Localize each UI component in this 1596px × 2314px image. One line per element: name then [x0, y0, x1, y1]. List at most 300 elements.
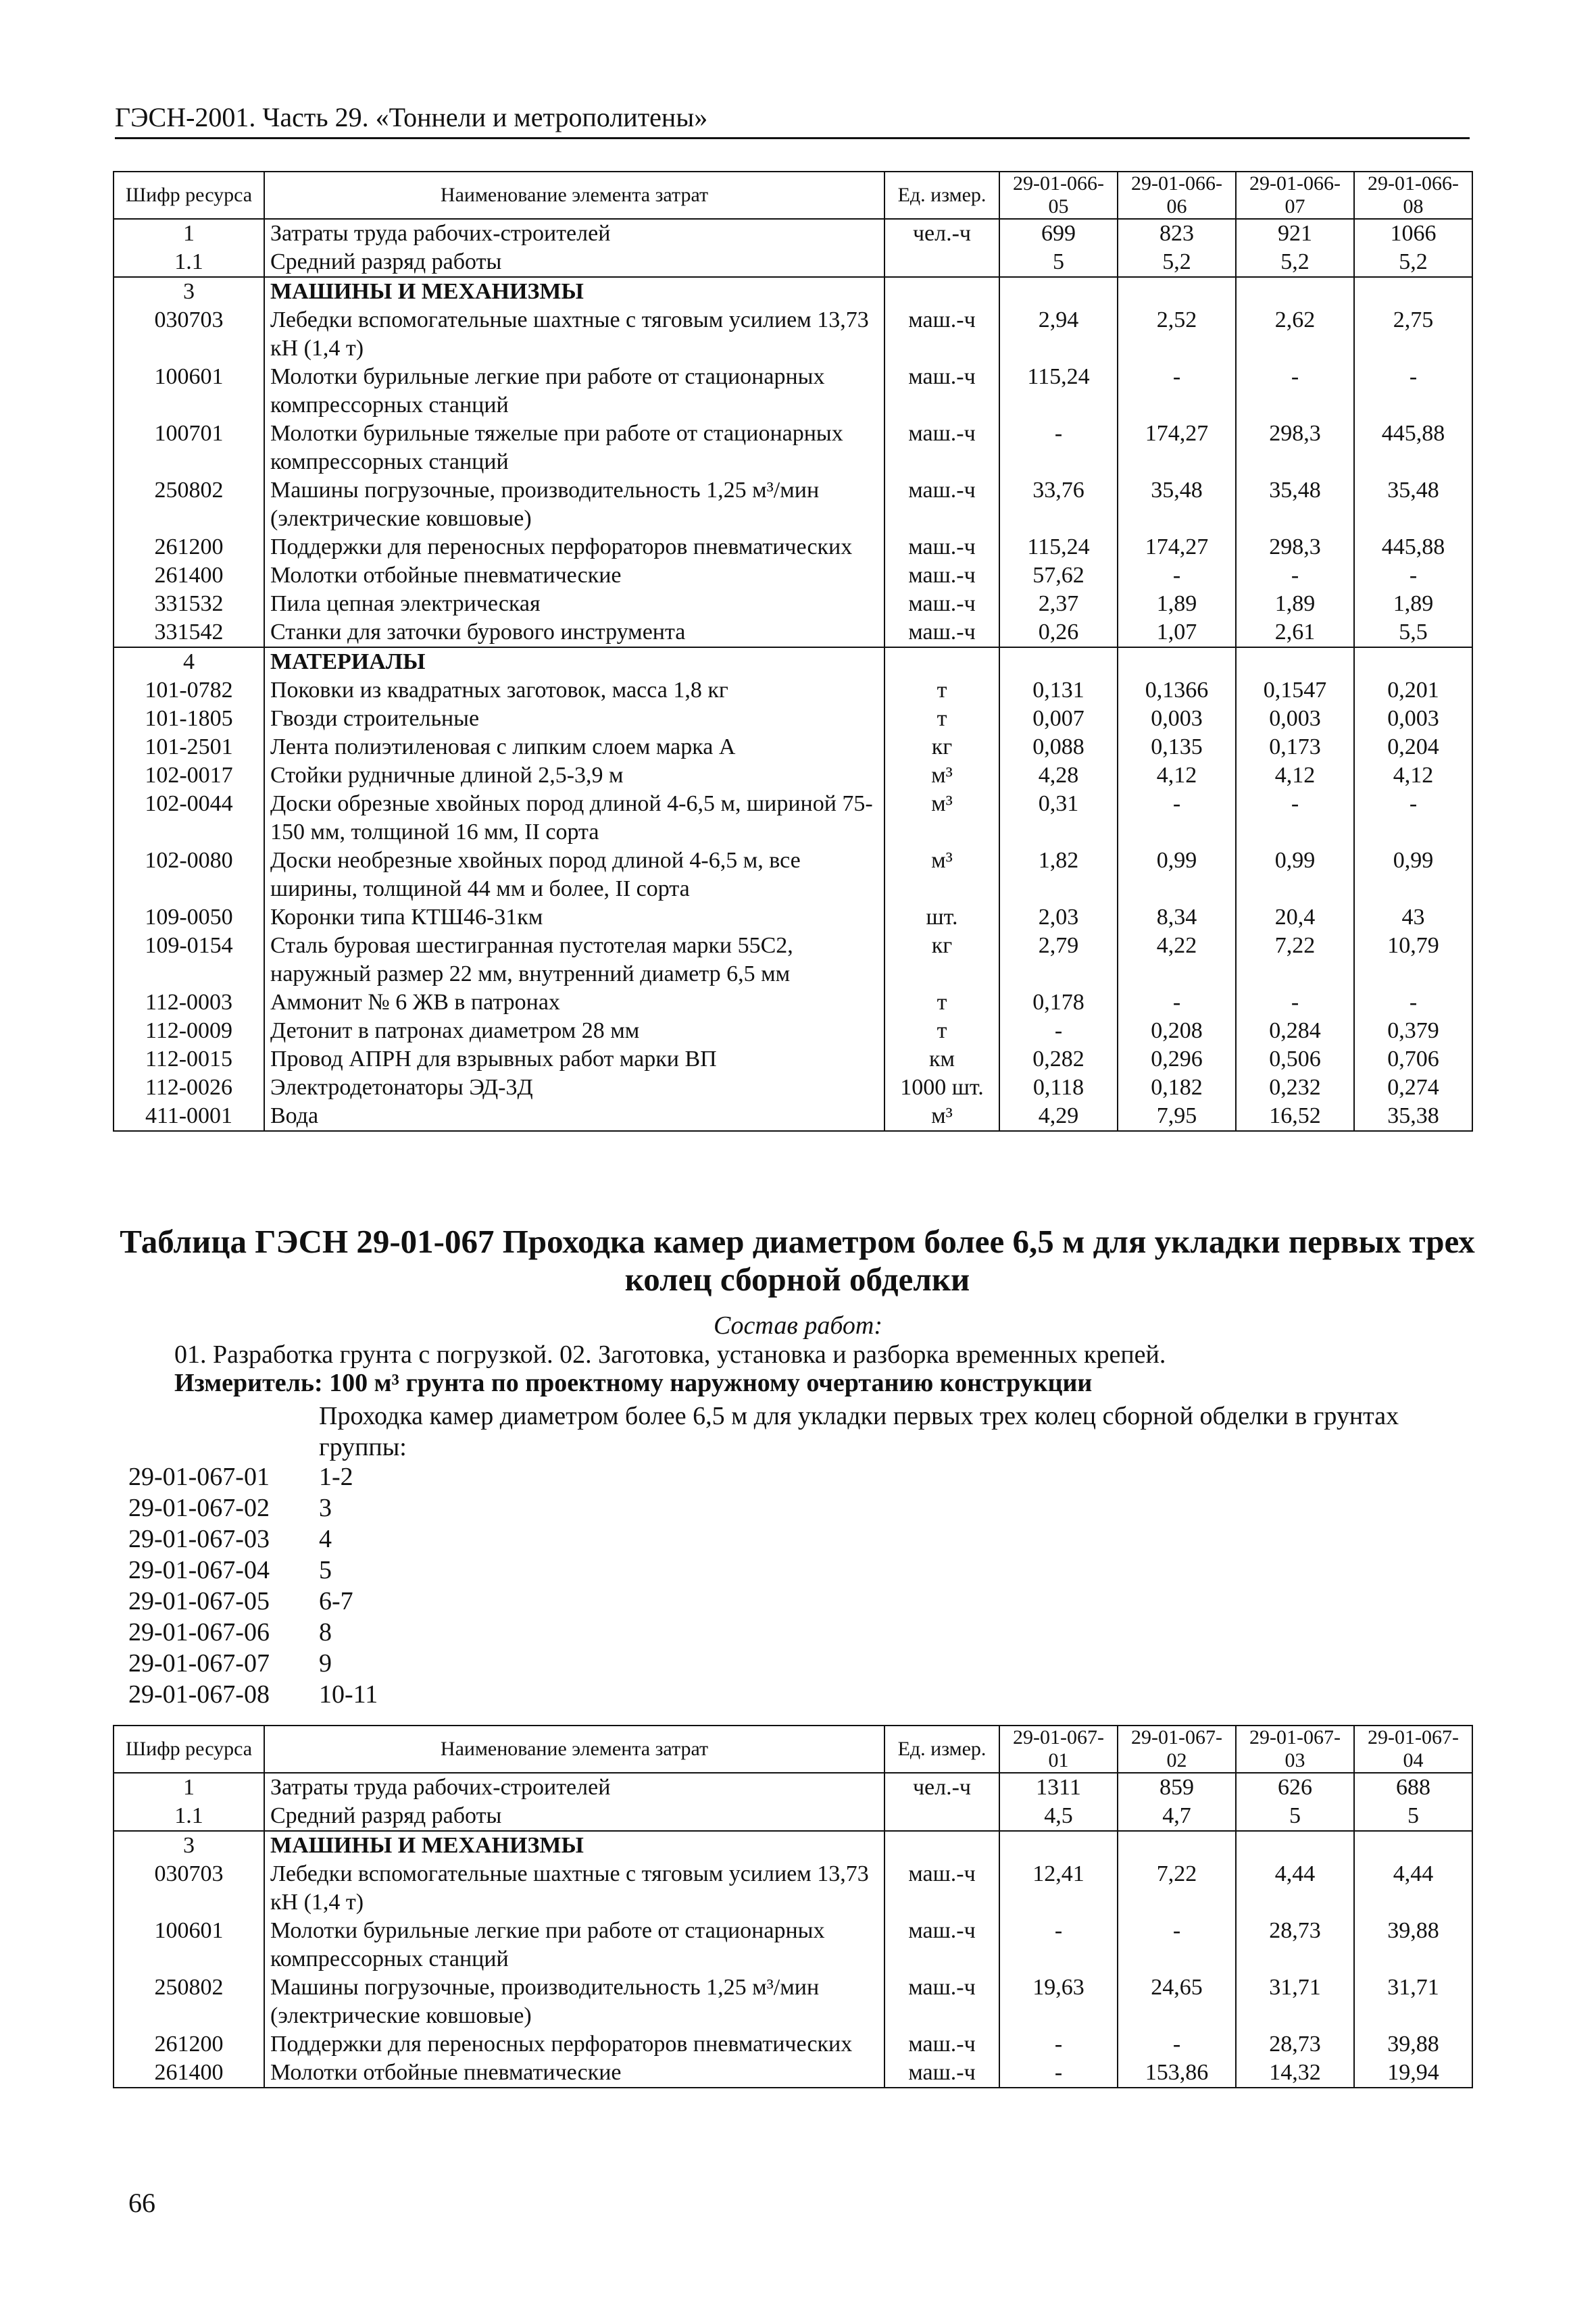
composition-text: 01. Разработка грунта с погрузкой. 02. Заготовка, установка и разборка временных крепей. [174, 1340, 1166, 1369]
resource-name: Лебедки вспомогательные шахтные с тяговым усилием 13,73 кН (1,4 т) [264, 306, 884, 363]
norm-value: 115,24 [999, 363, 1118, 420]
norm-code: 29-01-067-08 [128, 1680, 270, 1709]
unit: маш.-ч [884, 1973, 999, 2030]
col-header-norm: 29-01-067-01 [999, 1726, 1118, 1773]
norm-value: 4,7 [1118, 1802, 1236, 1831]
soil-group: 1-2 [319, 1463, 353, 1491]
norm-value: 0,131 [999, 676, 1118, 705]
resource-code: 102-0080 [114, 847, 264, 903]
norm-code-row [128, 1555, 378, 1586]
norm-value: 28,73 [1236, 2030, 1354, 2059]
unit: маш.-ч [884, 590, 999, 618]
resource-code: 1 [114, 1773, 264, 1802]
norm-value: 0,506 [1236, 1045, 1354, 1074]
norm-value: 4,12 [1354, 761, 1472, 790]
norm-value [999, 277, 1118, 306]
table-row [114, 1045, 1472, 1074]
unit [884, 248, 999, 277]
measurement-unit: Измеритель: 100 м³ грунта по проектному наружному очертанию конструкции [174, 1369, 1093, 1397]
unit [884, 647, 999, 676]
norm-value: 19,94 [1354, 2059, 1472, 2088]
norm-value: - [1118, 790, 1236, 847]
resource-code: 1.1 [114, 248, 264, 277]
col-header-unit: Ед. измер. [884, 1726, 999, 1773]
resource-table-067 [113, 1725, 1473, 2088]
resource-name: Коронки типа КТШ46-31км [264, 903, 884, 932]
norm-value: 2,94 [999, 306, 1118, 363]
norm-value: 35,48 [1236, 476, 1354, 533]
norm-value: - [999, 420, 1118, 476]
unit: маш.-ч [884, 363, 999, 420]
norm-value: 39,88 [1354, 2030, 1472, 2059]
soil-group: 5 [319, 1556, 332, 1584]
norm-value: 0,178 [999, 988, 1118, 1017]
unit: т [884, 705, 999, 733]
norm-value: 0,007 [999, 705, 1118, 733]
norm-value: 31,71 [1236, 1973, 1354, 2030]
soil-group: 10-11 [319, 1680, 378, 1709]
norm-value: 921 [1236, 219, 1354, 248]
norm-value: 2,03 [999, 903, 1118, 932]
resource-code: 109-0154 [114, 932, 264, 988]
norm-value: 0,1366 [1118, 676, 1236, 705]
norm-value: 57,62 [999, 561, 1118, 590]
norm-value: 0,003 [1354, 705, 1472, 733]
norm-value: 4,28 [999, 761, 1118, 790]
col-header-norm: 29-01-067-02 [1118, 1726, 1236, 1773]
norm-value: 8,34 [1118, 903, 1236, 932]
norm-value: 699 [999, 219, 1118, 248]
norm-value: 0,31 [999, 790, 1118, 847]
table-row [114, 903, 1472, 932]
col-header-norm: 29-01-066-06 [1118, 172, 1236, 219]
resource-code: 100601 [114, 363, 264, 420]
resource-name: Доски обрезные хвойных пород длиной 4-6,5 м, шириной 75-150 мм, толщиной 16 мм, II сорта [264, 790, 884, 847]
norm-value: 2,52 [1118, 306, 1236, 363]
table-row [114, 219, 1472, 248]
norm-value: 0,003 [1236, 705, 1354, 733]
table-row [114, 1102, 1472, 1131]
resource-code: 261200 [114, 2030, 264, 2059]
norm-code: 29-01-067-06 [128, 1618, 270, 1646]
norm-value: 2,75 [1354, 306, 1472, 363]
table-row [114, 590, 1472, 618]
unit [884, 277, 999, 306]
resource-name: Пила цепная электрическая [264, 590, 884, 618]
table-row [114, 1917, 1472, 1973]
norm-value: 7,22 [1118, 1860, 1236, 1917]
resource-code: 1 [114, 219, 264, 248]
col-header-norm: 29-01-066-05 [999, 172, 1118, 219]
norm-value: 5 [1236, 1802, 1354, 1831]
resource-name: Молотки бурильные легкие при работе от стационарных компрессорных станций [264, 1917, 884, 1973]
norm-value: 626 [1236, 1773, 1354, 1802]
norm-value: 0,135 [1118, 733, 1236, 761]
norm-value: - [1236, 561, 1354, 590]
norm-value: 4,29 [999, 1102, 1118, 1131]
resource-name: Молотки бурильные тяжелые при работе от стационарных компрессорных станций [264, 420, 884, 476]
norm-value: 1,07 [1118, 618, 1236, 647]
table-row [114, 561, 1472, 590]
norm-value: 20,4 [1236, 903, 1354, 932]
norm-code-row [128, 1461, 378, 1492]
norm-value: 0,26 [999, 618, 1118, 647]
unit: т [884, 988, 999, 1017]
section-title: МАШИНЫ И МЕХАНИЗМЫ [264, 1831, 884, 1860]
norm-value: 298,3 [1236, 420, 1354, 476]
norm-code-row [128, 1524, 378, 1555]
table-row [114, 932, 1472, 988]
norm-code: 29-01-067-07 [128, 1649, 270, 1678]
norm-value: 4,12 [1118, 761, 1236, 790]
unit: кг [884, 932, 999, 988]
table-row [114, 306, 1472, 363]
norm-value: 35,48 [1354, 476, 1472, 533]
norm-value [1354, 277, 1472, 306]
norm-value: 7,22 [1236, 932, 1354, 988]
table-body [114, 1773, 1472, 2088]
resource-name: Затраты труда рабочих-строителей [264, 219, 884, 248]
norm-value: 1,89 [1354, 590, 1472, 618]
norm-value: 823 [1118, 219, 1236, 248]
norm-value: 1,89 [1236, 590, 1354, 618]
norm-value: 4,22 [1118, 932, 1236, 988]
norm-value: 0,99 [1118, 847, 1236, 903]
norm-value: 0,99 [1236, 847, 1354, 903]
norm-value: 445,88 [1354, 420, 1472, 476]
norm-value: - [1236, 363, 1354, 420]
norm-value [1236, 1831, 1354, 1860]
norm-code-row [128, 1648, 378, 1679]
norm-value: 0,232 [1236, 1074, 1354, 1102]
resource-code: 331532 [114, 590, 264, 618]
unit: маш.-ч [884, 2030, 999, 2059]
resource-name: Электродетонаторы ЭД-3Д [264, 1074, 884, 1102]
unit: маш.-ч [884, 306, 999, 363]
norm-value [1118, 1831, 1236, 1860]
resource-name: Машины погрузочные, производительность 1,25 м³/мин (электрические ковшовые) [264, 1973, 884, 2030]
norm-value: 0,1547 [1236, 676, 1354, 705]
resource-name: Машины погрузочные, производительность 1,25 м³/мин (электрические ковшовые) [264, 476, 884, 533]
table-row [114, 1773, 1472, 1802]
resource-code: 261200 [114, 533, 264, 561]
resource-code: 112-0003 [114, 988, 264, 1017]
col-header-name: Наименование элемента затрат [264, 172, 884, 219]
table-row [114, 420, 1472, 476]
norm-value: - [1354, 561, 1472, 590]
norm-value: - [1118, 363, 1236, 420]
unit: маш.-ч [884, 533, 999, 561]
resource-code: 261400 [114, 561, 264, 590]
norm-value: 445,88 [1354, 533, 1472, 561]
resource-code: 112-0015 [114, 1045, 264, 1074]
norm-value: 0,706 [1354, 1045, 1472, 1074]
norm-code-row [128, 1617, 378, 1648]
resource-code: 261400 [114, 2059, 264, 2088]
norm-value: - [1354, 790, 1472, 847]
table-row [114, 790, 1472, 847]
resource-name: Детонит в патронах диаметром 28 мм [264, 1017, 884, 1045]
table-row [114, 2059, 1472, 2088]
norm-value: 5 [999, 248, 1118, 277]
table-title: Таблица ГЭСН 29-01-067 Проходка камер диаметром более 6,5 м для укладки первых трех колец сборной обделки [120, 1223, 1475, 1298]
resource-code: 4 [114, 647, 264, 676]
resource-name: Затраты труда рабочих-строителей [264, 1773, 884, 1802]
col-header-name: Наименование элемента затрат [264, 1726, 884, 1773]
table-header-row [114, 1726, 1472, 1773]
resource-code: 102-0044 [114, 790, 264, 847]
table-row [114, 1860, 1472, 1917]
table-row [114, 1973, 1472, 2030]
table-row [114, 618, 1472, 647]
soil-group: 9 [319, 1649, 332, 1678]
unit: т [884, 1017, 999, 1045]
resource-code: 100601 [114, 1917, 264, 1973]
resource-code: 3 [114, 277, 264, 306]
unit: м³ [884, 790, 999, 847]
col-header-unit: Ед. измер. [884, 172, 999, 219]
unit: маш.-ч [884, 1917, 999, 1973]
page-header: ГЭСН-2001. Часть 29. «Тоннели и метрополитены» [115, 101, 1470, 139]
norm-value: 1,89 [1118, 590, 1236, 618]
resource-table-066 [113, 171, 1473, 1132]
resource-code: 112-0026 [114, 1074, 264, 1102]
norm-value: 35,48 [1118, 476, 1236, 533]
resource-name: Провод АПРН для взрывных работ марки ВП [264, 1045, 884, 1074]
norm-value: 19,63 [999, 1973, 1118, 2030]
resource-name: Лебедки вспомогательные шахтные с тяговым усилием 13,73 кН (1,4 т) [264, 1860, 884, 1917]
norm-value: 5,2 [1236, 248, 1354, 277]
norm-value: 0,204 [1354, 733, 1472, 761]
norm-value: - [999, 2059, 1118, 2088]
norm-value [1118, 277, 1236, 306]
norm-value [1354, 647, 1472, 676]
resource-name: Стойки рудничные длиной 2,5-3,9 м [264, 761, 884, 790]
resource-name: Станки для заточки бурового инструмента [264, 618, 884, 647]
col-header-norm: 29-01-067-03 [1236, 1726, 1354, 1773]
norm-value: 5 [1354, 1802, 1472, 1831]
col-header-code: Шифр ресурса [114, 1726, 264, 1773]
norm-value: 0,201 [1354, 676, 1472, 705]
norm-value: 0,208 [1118, 1017, 1236, 1045]
norm-value: 2,79 [999, 932, 1118, 988]
unit: маш.-ч [884, 618, 999, 647]
norm-value: 0,173 [1236, 733, 1354, 761]
norm-value: 115,24 [999, 533, 1118, 561]
norm-code: 29-01-067-03 [128, 1525, 270, 1553]
norm-value: 5,2 [1354, 248, 1472, 277]
composition-heading: Состав работ: [713, 1311, 883, 1340]
norm-value: 1311 [999, 1773, 1118, 1802]
norm-value: - [1118, 1917, 1236, 1973]
resource-code: 102-0017 [114, 761, 264, 790]
norm-value [1236, 277, 1354, 306]
unit: 1000 шт. [884, 1074, 999, 1102]
norm-value: 0,379 [1354, 1017, 1472, 1045]
norm-value: 12,41 [999, 1860, 1118, 1917]
norm-value: 0,274 [1354, 1074, 1472, 1102]
table-row [114, 363, 1472, 420]
norm-value: 2,37 [999, 590, 1118, 618]
norm-value: - [1236, 988, 1354, 1017]
norm-code-list [128, 1461, 378, 1710]
norm-code: 29-01-067-05 [128, 1587, 270, 1615]
norm-code: 29-01-067-02 [128, 1494, 270, 1522]
norm-value: - [1354, 988, 1472, 1017]
norm-value: - [1236, 790, 1354, 847]
col-header-code: Шифр ресурса [114, 172, 264, 219]
unit: шт. [884, 903, 999, 932]
unit: маш.-ч [884, 420, 999, 476]
norm-value: 1,82 [999, 847, 1118, 903]
resource-code: 411-0001 [114, 1102, 264, 1131]
norm-value: 153,86 [1118, 2059, 1236, 2088]
norm-value: 28,73 [1236, 1917, 1354, 1973]
table-row [114, 988, 1472, 1017]
resource-code: 030703 [114, 306, 264, 363]
resource-name: Молотки отбойные пневматические [264, 561, 884, 590]
col-header-norm: 29-01-066-07 [1236, 172, 1354, 219]
table-row [114, 1017, 1472, 1045]
col-header-norm: 29-01-067-04 [1354, 1726, 1472, 1773]
norm-value: 1066 [1354, 219, 1472, 248]
resource-name: Средний разряд работы [264, 248, 884, 277]
norm-value: - [999, 1017, 1118, 1045]
unit: т [884, 676, 999, 705]
resource-name: Поковки из квадратных заготовок, масса 1,8 кг [264, 676, 884, 705]
resource-code: 1.1 [114, 1802, 264, 1831]
resource-name: Гвозди строительные [264, 705, 884, 733]
norm-value: 7,95 [1118, 1102, 1236, 1131]
resource-code: 101-0782 [114, 676, 264, 705]
table-row [114, 1074, 1472, 1102]
section-title: МАШИНЫ И МЕХАНИЗМЫ [264, 277, 884, 306]
soil-group: 4 [319, 1525, 332, 1553]
norm-value: 33,76 [999, 476, 1118, 533]
unit: км [884, 1045, 999, 1074]
resource-name: Аммонит № 6 ЖВ в патронах [264, 988, 884, 1017]
unit: м³ [884, 847, 999, 903]
resource-code: 331542 [114, 618, 264, 647]
norm-value: 298,3 [1236, 533, 1354, 561]
norm-code: 29-01-067-01 [128, 1463, 270, 1491]
table-row [114, 847, 1472, 903]
norm-value: 174,27 [1118, 533, 1236, 561]
norm-value: - [1118, 2030, 1236, 2059]
resource-name: Поддержки для переносных перфораторов пневматических [264, 533, 884, 561]
unit: маш.-ч [884, 2059, 999, 2088]
norm-value: 0,182 [1118, 1074, 1236, 1102]
table-row [114, 476, 1472, 533]
table-body [114, 219, 1472, 1131]
norm-value: 14,32 [1236, 2059, 1354, 2088]
resource-code: 109-0050 [114, 903, 264, 932]
norm-value: 0,296 [1118, 1045, 1236, 1074]
norm-value: 0,99 [1354, 847, 1472, 903]
table-header-row [114, 172, 1472, 219]
unit: маш.-ч [884, 561, 999, 590]
unit: чел.-ч [884, 219, 999, 248]
resource-code: 250802 [114, 1973, 264, 2030]
resource-name: Доски необрезные хвойных пород длиной 4-6,5 м, все ширины, толщиной 44 мм и более, II сорта [264, 847, 884, 903]
resource-name: Вода [264, 1102, 884, 1131]
unit: м³ [884, 1102, 999, 1131]
norm-value: 5,5 [1354, 618, 1472, 647]
norm-value: - [999, 1917, 1118, 1973]
section-row [114, 647, 1472, 676]
unit [884, 1831, 999, 1860]
table-row [114, 733, 1472, 761]
table-row [114, 676, 1472, 705]
norm-value: 0,118 [999, 1074, 1118, 1102]
norm-value: 4,44 [1236, 1860, 1354, 1917]
unit: маш.-ч [884, 1860, 999, 1917]
norm-code-row [128, 1679, 378, 1710]
norm-value: 2,62 [1236, 306, 1354, 363]
norm-value: 0,088 [999, 733, 1118, 761]
norm-value: 4,12 [1236, 761, 1354, 790]
resource-name: Молотки отбойные пневматические [264, 2059, 884, 2088]
norm-value: 35,38 [1354, 1102, 1472, 1131]
norm-value [1118, 647, 1236, 676]
resource-code: 101-1805 [114, 705, 264, 733]
norm-value: - [1118, 988, 1236, 1017]
table-row [114, 533, 1472, 561]
norm-value: 4,5 [999, 1802, 1118, 1831]
page-number: 66 [128, 2188, 155, 2218]
soil-group: 3 [319, 1494, 332, 1522]
table-row [114, 761, 1472, 790]
table-row [114, 2030, 1472, 2059]
norm-value: 0,282 [999, 1045, 1118, 1074]
norm-value: - [999, 2030, 1118, 2059]
resource-code: 112-0009 [114, 1017, 264, 1045]
norm-code: 29-01-067-04 [128, 1556, 270, 1584]
resource-name: Средний разряд работы [264, 1802, 884, 1831]
soil-group: 6-7 [319, 1587, 353, 1615]
unit: м³ [884, 761, 999, 790]
norm-value [999, 1831, 1118, 1860]
resource-code: 3 [114, 1831, 264, 1860]
soil-group: 8 [319, 1618, 332, 1646]
section-row [114, 1831, 1472, 1860]
resource-name: Поддержки для переносных перфораторов пневматических [264, 2030, 884, 2059]
resource-code: 101-2501 [114, 733, 264, 761]
norm-value: 0,003 [1118, 705, 1236, 733]
resource-name: Лента полиэтиленовая с липким слоем марка А [264, 733, 884, 761]
unit: маш.-ч [884, 476, 999, 533]
norm-value: 31,71 [1354, 1973, 1472, 2030]
table-row [114, 1802, 1472, 1831]
norm-code-row [128, 1492, 378, 1524]
norm-value: - [1354, 363, 1472, 420]
norm-value [1236, 647, 1354, 676]
col-header-norm: 29-01-066-08 [1354, 172, 1472, 219]
norm-value: 39,88 [1354, 1917, 1472, 1973]
norm-value: 859 [1118, 1773, 1236, 1802]
norm-value: 0,284 [1236, 1017, 1354, 1045]
section-row [114, 277, 1472, 306]
resource-code: 250802 [114, 476, 264, 533]
norm-value: 174,27 [1118, 420, 1236, 476]
unit: чел.-ч [884, 1773, 999, 1802]
norm-code-row [128, 1586, 378, 1617]
resource-code: 100701 [114, 420, 264, 476]
resource-code: 030703 [114, 1860, 264, 1917]
norm-value: - [1118, 561, 1236, 590]
resource-name: Сталь буровая шестигранная пустотелая марки 55С2, наружный размер 22 мм, внутренний диаметр 6,5 мм [264, 932, 884, 988]
resource-name: Молотки бурильные легкие при работе от стационарных компрессорных станций [264, 363, 884, 420]
